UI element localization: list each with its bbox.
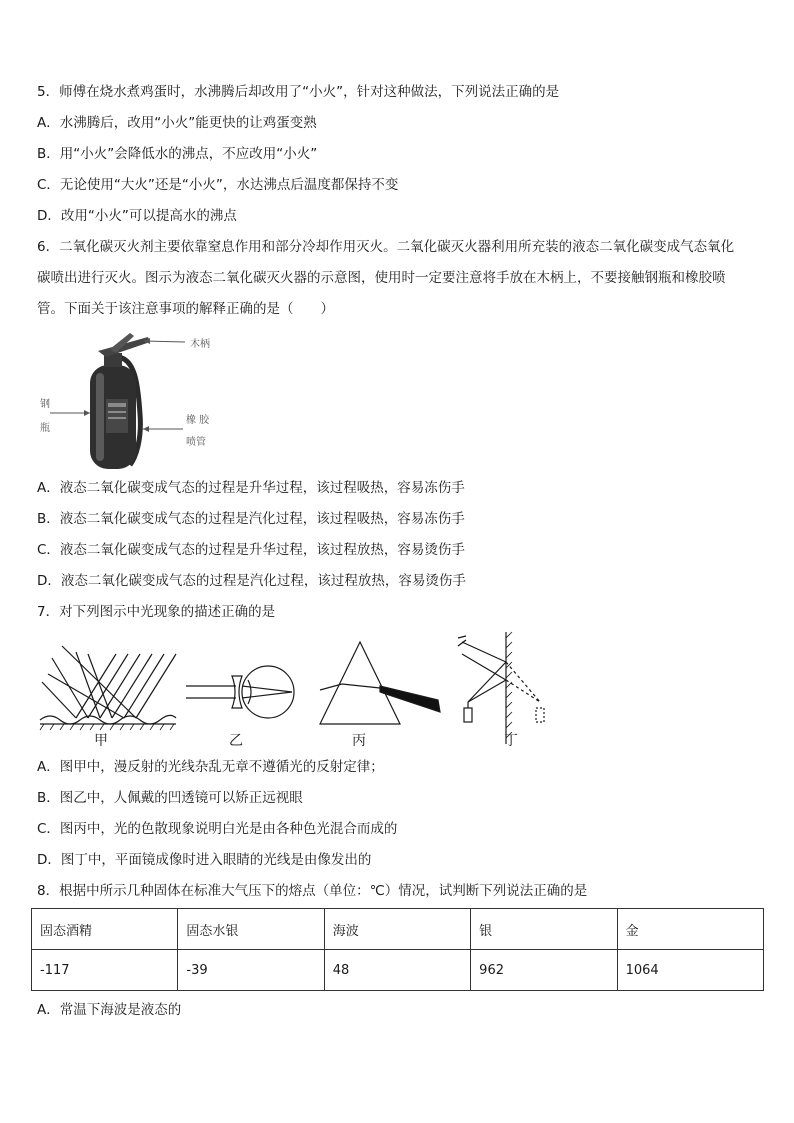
q5-stem: 5．师傅在烧水煮鸡蛋时，水沸腾后却改用了“小火”，针对这种做法，下列说法正确的是 bbox=[37, 84, 560, 100]
q5-option-c: C．无论使用“大火”还是“小火”，水达沸点后温度都保持不变 bbox=[37, 177, 399, 193]
optics-figures bbox=[36, 628, 556, 750]
table-cell: 962 bbox=[471, 950, 617, 991]
q5-option-b: B．用“小火”会降低水的沸点，不应改用“小火” bbox=[37, 146, 318, 162]
q6-stem-line-2: 碳喷出进行灭火。图示为液态二氧化碳灭火器的示意图，使用时一定要注意将手放在木柄上，不要接触钢瓶和橡胶喷 bbox=[37, 270, 726, 286]
q6-option-b: B．液态二氧化碳变成气态的过程是汽化过程，该过程吸热，容易冻伤手 bbox=[37, 511, 465, 527]
q5-option-d: D．改用“小火”可以提高水的沸点 bbox=[37, 208, 237, 224]
table-row bbox=[32, 950, 764, 991]
fire-extinguisher-figure bbox=[40, 329, 225, 473]
table-header-cell: 海波 bbox=[324, 909, 470, 950]
table-cell: -117 bbox=[32, 950, 178, 991]
figure-yi-eye-lens bbox=[186, 666, 294, 718]
q8-option-a: A．常温下海波是液态的 bbox=[37, 1002, 182, 1018]
label-cylinder-bottom: 瓶 bbox=[40, 423, 50, 434]
figure-bing-prism bbox=[320, 642, 440, 724]
table-cell: -39 bbox=[178, 950, 324, 991]
q6-stem-line-3: 管。下面关于该注意事项的解释正确的是（ ） bbox=[37, 301, 334, 317]
table-header-cell: 固态水银 bbox=[178, 909, 324, 950]
q6-stem-line-1: 6．二氧化碳灭火剂主要依靠窒息作用和部分冷却作用灭火。二氧化碳灭火器利用所充装的液态二氧化碳变成气态氧化 bbox=[37, 239, 735, 255]
figure-jia-diffuse-reflection bbox=[40, 646, 176, 730]
label-hose-bottom: 喷管 bbox=[186, 437, 206, 448]
q8-stem: 8．根据中所示几种固体在标准大气压下的熔点（单位：℃）情况，试判断下列说法正确的是 bbox=[37, 883, 588, 899]
label-ding: 丁 bbox=[504, 733, 518, 749]
q7-stem: 7．对下列图示中光现象的描述正确的是 bbox=[37, 604, 276, 620]
q6-option-d: D．液态二氧化碳变成气态的过程是汽化过程，该过程放热，容易烫伤手 bbox=[37, 573, 466, 589]
q7-option-b: B．图乙中，人佩戴的凹透镜可以矫正远视眼 bbox=[37, 790, 303, 806]
q6-option-a: A．液态二氧化碳变成气态的过程是升华过程，该过程吸热，容易冻伤手 bbox=[37, 480, 465, 496]
label-handle: 木柄 bbox=[190, 339, 210, 350]
label-yi: 乙 bbox=[229, 733, 243, 749]
label-hose-top: 橡 胶 bbox=[186, 415, 210, 426]
table-cell: 1064 bbox=[617, 950, 763, 991]
label-cylinder-top: 钢 bbox=[40, 399, 50, 410]
table-header-cell: 固态酒精 bbox=[32, 909, 178, 950]
table-header-cell: 金 bbox=[617, 909, 763, 950]
table-header-cell: 银 bbox=[471, 909, 617, 950]
q7-option-a: A．图甲中，漫反射的光线杂乱无章不遵循光的反射定律； bbox=[37, 759, 384, 775]
table-header-row bbox=[32, 909, 764, 950]
q5-option-a: A．水沸腾后，改用“小火”能更快的让鸡蛋变熟 bbox=[37, 115, 317, 131]
label-bing: 丙 bbox=[352, 733, 366, 749]
table-cell: 48 bbox=[324, 950, 470, 991]
q6-option-c: C．液态二氧化碳变成气态的过程是升华过程，该过程放热，容易烫伤手 bbox=[37, 542, 465, 558]
q7-option-c: C．图丙中，光的色散现象说明白光是由各种色光混合而成的 bbox=[37, 821, 398, 837]
melting-point-table bbox=[31, 908, 764, 991]
q7-option-d: D．图丁中，平面镜成像时进入眼睛的光线是由像发出的 bbox=[37, 852, 372, 868]
label-jia: 甲 bbox=[94, 733, 108, 749]
figure-ding-plane-mirror bbox=[458, 632, 544, 744]
